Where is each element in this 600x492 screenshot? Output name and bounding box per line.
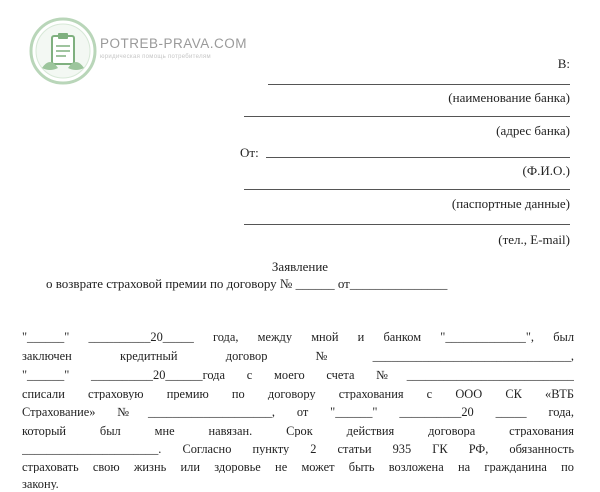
contacts-line bbox=[244, 224, 570, 225]
passport-line bbox=[244, 189, 570, 190]
body-line-9: закону. bbox=[22, 478, 59, 491]
document-title: Заявление bbox=[271, 259, 329, 274]
body-line-5: Страхование» №____________________, от "______" __________20 _____ года, bbox=[22, 406, 574, 419]
site-logo bbox=[28, 16, 98, 86]
document-subtitle: о возврате страховой премии по договору № ______ от_______________ bbox=[46, 276, 448, 291]
brand-name: POTREB-PRAVA.COM bbox=[100, 36, 248, 51]
body-line-3: "______" __________20______года с моего счета №___________________________ bbox=[22, 369, 574, 382]
brand-tagline: юридическая помощь потребителям bbox=[100, 54, 211, 60]
bank-address-line bbox=[244, 116, 570, 117]
body-line-7: ______________________. Согласно пункту 2 статьи 935 ГК РФ, обязанность bbox=[22, 443, 574, 456]
body-line-1: "______" __________20_____ года, между мной и банком "_____________", был bbox=[22, 331, 574, 344]
body-line-4: списали страховую премию по договору страхования с ООО СК «ВТБ bbox=[22, 388, 574, 401]
bank-name-line bbox=[268, 84, 570, 85]
fio-caption: (Ф.И.О.) bbox=[522, 163, 570, 178]
to-label: В: bbox=[557, 56, 570, 71]
contacts-caption: (тел., E-mail) bbox=[498, 232, 570, 247]
bank-address-caption: (адрес банка) bbox=[496, 123, 570, 138]
passport-caption: (паспортные данные) bbox=[451, 196, 570, 211]
body-line-6: который был мне навязан. Срок действия договора страхования bbox=[22, 425, 574, 438]
body-line-8: страховать свою жизнь или здоровье не может быть возложена на гражданина по bbox=[22, 461, 574, 474]
from-label: От: bbox=[240, 145, 259, 160]
fio-line bbox=[266, 157, 570, 158]
bank-name-caption: (наименование банка) bbox=[448, 90, 570, 105]
body-line-2: заключен кредитный договор №________________________________, bbox=[22, 350, 574, 363]
